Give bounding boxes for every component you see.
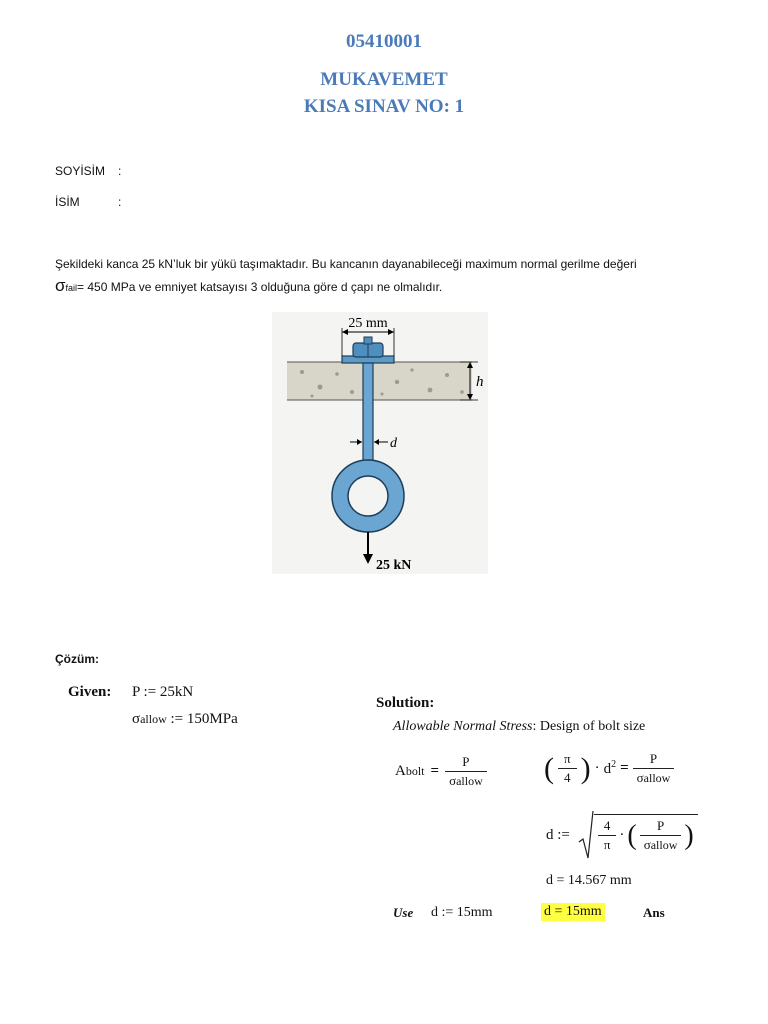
course-code: 05410001 [346,31,422,52]
question-line-2 [55,275,745,299]
quiz-title: KISA SINAV NO: 1 [303,96,465,117]
solution-heading: Çözüm: [55,652,99,666]
pi-area-equation: ( $\frac{\pi}{4}$ ) · $d^2$ = $\frac{P}{\text{σallow}}$ [544,750,674,787]
given-sigma-subscript: allow [140,712,167,726]
p-over-sigma-fraction-2: $\frac{P}{\text{σallow}}$ [633,750,675,787]
equals-sign: = [430,763,440,779]
course-title: MUKAVEMET [320,69,448,90]
question-line-2-rest: = 450 MPa ve emniyet katsayısı 3 olduğuna göre d çapı ne olmalıdır. [77,280,443,294]
given-sigma-allow [132,711,238,728]
hook-figure [272,312,488,574]
solution-subtitle [393,719,645,735]
p-over-sigma-fraction: $\frac{P}{\text{σallow}}$ [445,753,487,790]
sigma-symbol: σ [55,276,66,295]
use-definition: d := 15mm [431,905,493,920]
a-bolt: Abolt [395,763,425,779]
dim-width-label: 25 mm [348,316,388,331]
given-sigma-symbol: σ [132,711,141,727]
d-squared: $d^2$ [603,759,617,777]
p-over-sigma-fraction-3: $\frac{P}{\text{σallow}}$ [640,817,682,854]
d-result: d = 14.567 mm [546,873,632,888]
subtitle-rest: : Design of bolt size [532,719,646,734]
load-label: 25 kN [376,558,412,573]
subtitle-italic: Allowable Normal Stress [393,719,533,734]
use-label: Use [393,905,414,920]
given-p: P := 25kN [132,684,194,700]
name-colon: : [118,195,122,209]
d-sqrt-equation: d := $\frac{4}{\pi}$ · ( $\frac{P}{\text{σallow}}$ ) [546,810,698,860]
four-over-pi: $\frac{4}{\pi}$ [598,817,617,854]
surname-label: SOYİSİM [55,164,106,178]
ans-label: Ans [643,905,665,920]
solution-label: Solution: [376,695,435,711]
given-sigma-value: := 150MPa [170,711,238,727]
surname-colon: : [118,164,122,178]
hook-diagram [272,312,488,574]
dim-d-label: d [390,436,397,451]
sigma-fail-subscript: fail [65,283,78,293]
dim-h-label: h [476,374,484,390]
area-equation [395,753,487,790]
given-label: Given: [68,684,112,700]
sqrt-sign [578,810,594,860]
question-line-1: Şekildeki kanca 25 kN’luk bir yükü taşımaktadır. Bu kancanın dayanabileceği maximum normal gerilme değeri [55,257,637,271]
concrete-slab [287,362,472,400]
final-answer-highlight: d = 15mm [541,903,605,921]
name-label: İSİM [55,195,80,209]
pi-over-four: $\frac{\pi}{4}$ [558,750,577,787]
question-text [55,253,745,299]
